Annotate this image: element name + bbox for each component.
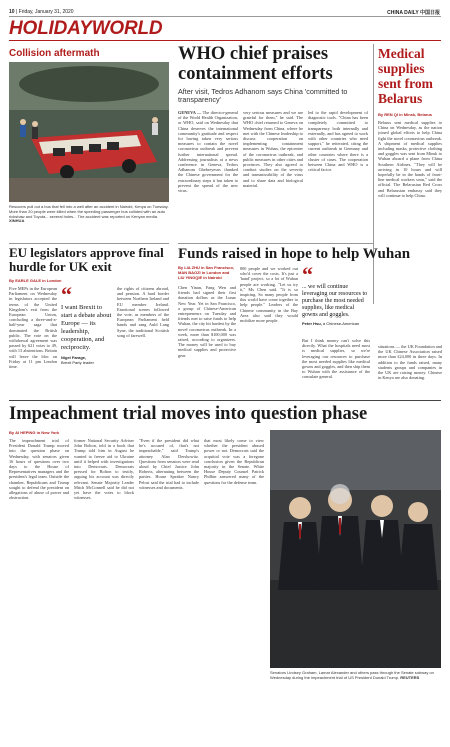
funds-body-col2: 800 people and we worked out who'd cover the costs. It's just a 'hand' project, so a lot of Wuhan people are working. "Let us try it," Ms Chen said. "It is so inspiring. So many people from this world have come together to help people." Leaders of the Chinese community in the Bay Area also said they would mobilize more people. [240,266,298,324]
who-body-col1-text: The director-general of the World Health Organization, or WHO, said on Wednesday that China deserves the international community's gratitude and respect for having taken very serious measures to contain the novel coronavirus outbreak and prevent further international spread. Addressing journalists at a news conference in Geneva, Tedros Adhanom Ghebreyesus thanked the Chinese government for the extraordinary steps it has taken to prevent the spread of the new virus. [178,110,238,194]
section-rule [9,40,441,41]
funds-byline: By LIA ZHU in San Francisco, MAN BAOZI in London and LIU YINGQIE in Nairobi [178,265,235,280]
folio [9,9,74,15]
eu-quote-source-role: Brexit Party leader [61,360,94,365]
collision-photo-art [9,62,169,202]
impeachment-byline: By AI HEPING in New York [9,430,60,435]
impeachment-photo-art [270,430,441,668]
paper-title: CHINA DAILY [387,10,419,16]
who-dateline: GENEVA — [178,110,202,115]
quote-mark-icon: “ [302,262,313,287]
who-body-col2: very serious measures and we are grateful for them," he said. The WHO chief returned to Geneva on Wednesday from China, where he met with the Chinese leadership to discuss cooperation on implementing containment measures in Wuhan, the epicenter of the coronavirus outbreak, and public measures in other cities and provinces. They also agreed to conduct studies on the severity and transmissibility of the virus and to share data and biological material. [243,110,303,188]
page-date: | Friday, January 31, 2020 [15,9,74,15]
who-body-col3: led to the rapid development of diagnostic tools. "China has been completely committed to transparency both internally and externally, and has agreed to work with other countries who need support," he reiterated, citing the current outbreak in Germany and other countries where there is a cluster of cases. The cooperation between China and WHO is a critical factor. [308,110,368,173]
top-rule [9,16,441,17]
who-subhead: After visit, Tedros Adhanom says China 'committed to transparency' [178,87,348,105]
section-title: HOLIDAYWORLD [9,18,163,39]
funds-quote-source [302,321,370,326]
collision-caption [9,205,169,238]
paper-name [387,9,440,16]
eu-byline: By EARLE GALE in London [9,278,62,283]
impeachment-photo-credit: REUTERS [400,674,420,680]
funds-body-col3: But I think money can't solve this directly. What the hospitals need most is medical supplies, so we're leveraging our resources to purchase the most needed supplies like medical gowns and goggles, and then ship them to Wuhan with the assistance of the consulate general. [302,338,370,380]
impeachment-body-col4: that most likely come to view whether the president abused power or not. Democrats said the acquittal vote was a foregone conclusion given the Republican majority in the Senate. White House Deputy Counsel Patrick Philbin answered many of the questions for the defense team. [204,438,264,485]
eu-body-col1: Five MEPs in the European Parliament on Wednesday in legislators accepted the terms of the United Kingdom's exit from the European Union, concluding a three-and-a-half-year saga that dominated the British public. The vote on the withdrawal agreement was passed by 621 votes to 49, with 13 abstentions. Britain will leave the bloc on Friday at 11 pm London time. [9,286,57,370]
collision-headline: Collision aftermath [9,48,100,59]
medical-headline: Medical supplies sent from Belarus [378,46,433,106]
who-headline: WHO chief praises containment efforts [178,44,333,84]
impeachment-body-col1: The impeachment trial of President Donald Trump moved into the question phase on Wednesday, with senators given 16 hours of questions over two days to the House of Representatives managers and the president's legal team. Outside the chamber, Republicans and Trump sought to defend the president on allegations of abuse of power and obstruction. [9,438,69,501]
collision-photo [9,62,169,202]
funds-quote-name: Peter Hsu, [302,321,322,326]
who-body-col1 [178,110,238,238]
eu-pullquote [61,282,113,394]
collision-credit: XINHUA [9,218,25,224]
funds-quote-role: a Chinese-American [322,321,360,326]
page-number: 10 [9,9,15,15]
medical-byline: By REN QI in Minsk, Belarus [378,112,433,117]
medical-body: Belarus sent medical supplies to China on Wednesday, as the nation joined global efforts to help China fight the novel coronavirus outbreak. A shipment of medical supplies including masks, protective clothing and goggles was sent from Minsk to Wuhan aboard a plane from China Southern Airlines. "They will be arriving in 10 hours and will hopefully be in the hands of front-line medical workers soon," said the official. The Belarusian Red Cross and Belarusian embassy said they will continue to help China. [378,120,442,198]
quote-mark-icon: “ [61,282,72,307]
funds-pullquote [302,262,370,326]
impeachment-headline: Impeachment trial moves into question phase [9,404,368,424]
funds-body-col1: Chen Yinan, Fang Wen and friends had signed their first donation dollars as the Lunar New Year. Yet in San Francisco, a group of Chinese-American entrepreneurs on Tuesday and friends met to raise funds to help Wuhan, the city hit hardest by the novel coronavirus outbreak. In a week, more than $100,000 was raised, according to organizers. The money will be used to buy medical supplies and protective gear. [178,285,236,358]
impeachment-body-col3: "Even if the president did what he's accused of, that's not impeachable," said Trump's attorney Alan Dershowitz. Questions from senators were read aloud by Chief Justice John Roberts, alternating between the parties. House Speaker Nancy Pelosi said the trial had to include witnesses and documents. [139,438,199,490]
funds-quote-text: ... we will continue leveraging our resources to purchase the most needed supplies, like medical gowns and goggles. [302,284,368,318]
impeachment-photo [270,430,441,668]
funds-top-rule [178,243,373,244]
impeachment-photo-caption [270,671,441,738]
impeachment-body-col2: former National Security Adviser John Bolton, told in a book that Trump told him in August he wanted to freeze aid to Ukraine until it helped with investigations into Democrats. Democrats pressed for Bolton to testify, arguing his account was directly relevant. Senate Majority Leader Mitch McConnell said he did not yet have the votes to block witnesses. [74,438,134,501]
eu-body-col3: the rights of citizens abroad, and pension. A hard border between Northern Ireland and EU member Ireland. Emotional scenes followed the vote, as members of the European Parliament held hands and sang Auld Lang Syne, the traditional Scottish song of farewell. [117,286,169,338]
medical-divider [373,44,374,304]
paper-extra: 中国日报 [419,10,440,16]
funds-headline: Funds raised in hope to help Wuhan [178,246,411,262]
eu-quote-text: I want Brexit to start a debate about Europe — its leadership, cooperation, and reciprocity. [61,304,112,351]
collision-caption-text: Rescuers pull out a bus that fell into a well after an accident in Nairobi, Kenya on Tuesday. More than 20 people were killed when the speeding passenger bus collided with an auto rickshaw and Toyota... several holes... The accident was reported on Kenyan media. [9,205,169,219]
eu-top-rule [9,243,169,244]
eu-headline: EU legislators approve final hurdle for UK exit [9,245,164,274]
eu-quote-source: Nigel Farage, [61,355,87,360]
funds-body-col4: situations — the UK Foundation and the UK Chinese Association raised more than £24,000 in three days. In addition to the funds raised, many students groups and companies in the UK are raising money. Chinese in Kenya are also donating. [378,344,442,381]
impeachment-caption-text: Senators Lindsey Graham, Lamar Alexander and others pass through the Senate subway on Wednesday during the impeachment trial of US President Donald Trump. [270,671,434,680]
impeachment-top-rule [9,400,441,401]
